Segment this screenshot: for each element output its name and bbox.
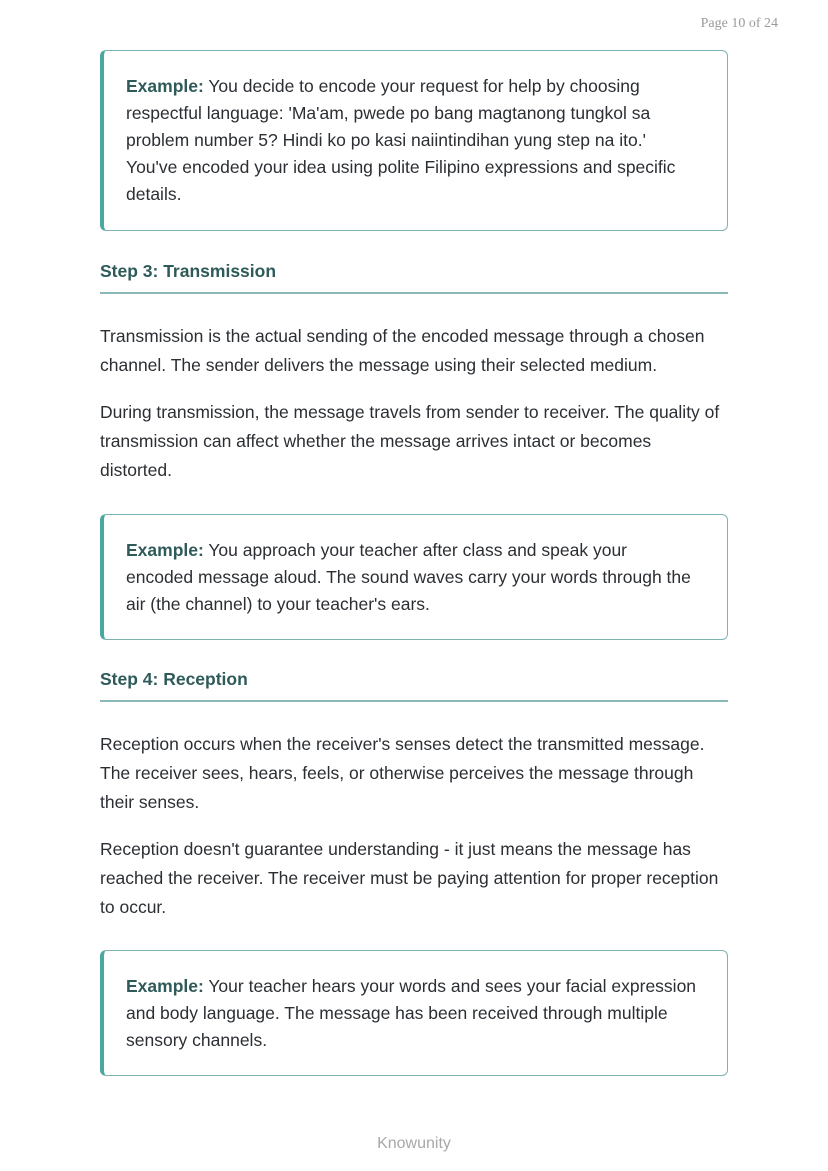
example-text: You decide to encode your request for help by choosing respectful language: 'Ma'am, pwede po bang magtanong tungkol sa problem number 5? Hindi ko po kasi naiintindihan yung step na ito.' You've encoded your idea using polite Filipino expressions and specific details. [126, 76, 676, 204]
transmission-paragraph-2: During transmission, the message travels from sender to receiver. The quality of transmission can affect whether the message arrives intact or becomes distorted. [100, 402, 720, 480]
page-indicator: Page 10 of 24 [700, 16, 778, 31]
reception-paragraph-1: Reception occurs when the receiver's senses detect the transmitted message. The receiver sees, hears, feels, or otherwise perceives the message through their senses. [100, 734, 705, 812]
example-text: Your teacher hears your words and sees your facial expression and body language. The message has been received through multiple sensory channels. [126, 976, 697, 1050]
reception-paragraph-2: Reception doesn't guarantee understanding - it just means the message has reached the receiver. The receiver must be paying attention for proper reception to occur. [100, 839, 719, 917]
step-4-heading: Step 4: Reception [100, 669, 728, 702]
example-box-reception [100, 950, 728, 1076]
example-box-transmission [100, 514, 728, 640]
example-text: You approach your teacher after class and speak your encoded message aloud. The sound waves carry your words through the air (the channel) to your teacher's ears. [126, 540, 691, 614]
transmission-paragraph-1: Transmission is the actual sending of the encoded message through a chosen channel. The sender delivers the message using their selected medium. [100, 326, 705, 375]
footer-brand: Knowunity [377, 1135, 451, 1152]
example-label: Example: [126, 540, 204, 560]
example-box-encoding [100, 50, 728, 231]
example-label: Example: [126, 976, 204, 996]
step-3-heading: Step 3: Transmission [100, 261, 728, 294]
example-label: Example: [126, 76, 204, 96]
page-content [100, 50, 728, 1076]
